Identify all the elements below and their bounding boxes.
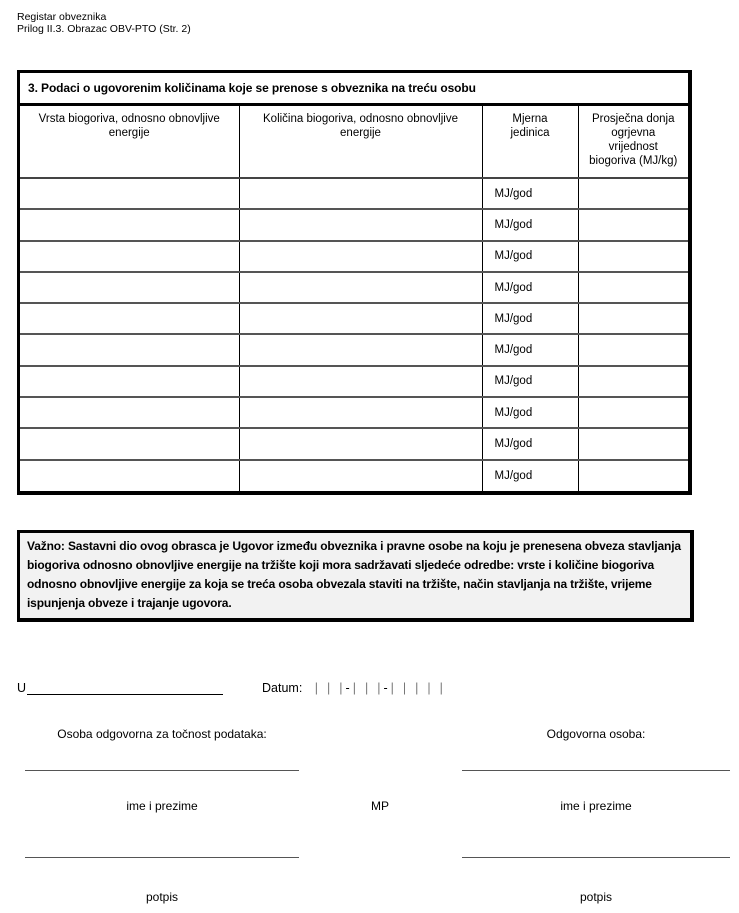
unit-cell: MJ/god bbox=[482, 397, 578, 428]
table-row bbox=[20, 209, 688, 240]
heating-value-cell[interactable] bbox=[578, 209, 688, 240]
table-row bbox=[20, 397, 688, 428]
quantity-cell[interactable] bbox=[239, 460, 482, 491]
place-field bbox=[17, 681, 223, 695]
quantity-cell[interactable] bbox=[239, 241, 482, 272]
right-signature-caption: potpis bbox=[579, 890, 613, 904]
right-signature-line[interactable] bbox=[462, 857, 730, 858]
column-header-unit: Mjerna jedinica bbox=[482, 106, 578, 178]
fuel-type-cell[interactable] bbox=[20, 428, 239, 459]
unit-cell: MJ/god bbox=[482, 178, 578, 209]
left-name-caption: ime i prezime bbox=[126, 799, 198, 813]
table-row bbox=[20, 460, 688, 491]
unit-cell: MJ/god bbox=[482, 272, 578, 303]
fuel-type-cell[interactable] bbox=[20, 303, 239, 334]
quantity-cell[interactable] bbox=[239, 303, 482, 334]
fuel-type-cell[interactable] bbox=[20, 241, 239, 272]
unit-cell: MJ/god bbox=[482, 460, 578, 491]
table-row bbox=[20, 241, 688, 272]
left-signature-caption: potpis bbox=[145, 890, 179, 904]
heating-value-cell[interactable] bbox=[578, 428, 688, 459]
fuel-type-cell[interactable] bbox=[20, 397, 239, 428]
date-label: Datum: bbox=[262, 681, 303, 695]
quantity-cell[interactable] bbox=[239, 428, 482, 459]
document-header bbox=[17, 11, 191, 35]
heating-value-cell[interactable] bbox=[578, 366, 688, 397]
fuel-type-cell[interactable] bbox=[20, 366, 239, 397]
unit-cell: MJ/god bbox=[482, 334, 578, 365]
contracted-quantities-table bbox=[17, 70, 692, 495]
important-notice: Važno: Sastavni dio ovog obrasca je Ugovor između obveznika i pravne osobe na koju je prenesena obveza stavljanja biogoriva odnosno obnovljive energije na tržište koji mora sadržavati sljedeće odredbe: vrste i količine biogoriva odnosno obnovljive energije za koja se treća osoba obvezala staviti na tržište, način stavljanja na tržište, vrijeme ispunjenja obveze i trajanje ugovora. bbox=[17, 530, 694, 622]
column-header-fuel-type: Vrsta biogoriva, odnosno obnovljive energije bbox=[20, 106, 239, 178]
place-input[interactable] bbox=[27, 681, 223, 695]
fuel-type-cell[interactable] bbox=[20, 178, 239, 209]
table-row bbox=[20, 366, 688, 397]
quantity-cell[interactable] bbox=[239, 334, 482, 365]
quantity-cell[interactable] bbox=[239, 178, 482, 209]
table-row bbox=[20, 428, 688, 459]
right-signatory-title: Odgovorna osoba: bbox=[546, 727, 646, 741]
section-title: 3. Podaci o ugovorenim količinama koje se prenose s obveznika na treću osobu bbox=[20, 73, 688, 106]
heating-value-cell[interactable] bbox=[578, 397, 688, 428]
quantity-cell[interactable] bbox=[239, 209, 482, 240]
heating-value-cell[interactable] bbox=[578, 303, 688, 334]
heating-value-cell[interactable] bbox=[578, 334, 688, 365]
unit-cell: MJ/god bbox=[482, 366, 578, 397]
table-row bbox=[20, 178, 688, 209]
column-header-row bbox=[20, 106, 688, 178]
column-header-quantity: Količina biogoriva, odnosno obnovljive energije bbox=[239, 106, 482, 178]
right-name-line[interactable] bbox=[462, 770, 730, 771]
heating-value-cell[interactable] bbox=[578, 272, 688, 303]
place-prefix: U bbox=[17, 681, 27, 695]
table-row bbox=[20, 303, 688, 334]
table-row bbox=[20, 334, 688, 365]
left-signatory-title: Osoba odgovorna za točnost podataka: bbox=[57, 727, 267, 741]
unit-cell: MJ/god bbox=[482, 209, 578, 240]
left-signature-line[interactable] bbox=[25, 857, 299, 858]
quantity-cell[interactable] bbox=[239, 397, 482, 428]
table-row bbox=[20, 272, 688, 303]
quantity-cell[interactable] bbox=[239, 272, 482, 303]
heating-value-cell[interactable] bbox=[578, 178, 688, 209]
fuel-type-cell[interactable] bbox=[20, 272, 239, 303]
stamp-label: MP bbox=[371, 799, 389, 813]
form-reference: Prilog II.3. Obrazac OBV-PTO (Str. 2) bbox=[17, 23, 191, 35]
unit-cell: MJ/god bbox=[482, 303, 578, 334]
fuel-type-cell[interactable] bbox=[20, 334, 239, 365]
right-name-caption: ime i prezime bbox=[560, 799, 632, 813]
date-field bbox=[262, 681, 443, 695]
column-header-heating-value: Prosječna donja ogrjevna vrijednost biogoriva (MJ/kg) bbox=[578, 106, 688, 178]
fuel-type-cell[interactable] bbox=[20, 209, 239, 240]
heating-value-cell[interactable] bbox=[578, 460, 688, 491]
left-name-line[interactable] bbox=[25, 770, 299, 771]
register-label: Registar obveznika bbox=[17, 11, 107, 23]
quantities-grid bbox=[20, 106, 688, 491]
unit-cell: MJ/god bbox=[482, 428, 578, 459]
fuel-type-cell[interactable] bbox=[20, 460, 239, 491]
date-input[interactable]: | | | - | | | - | | | | | bbox=[314, 681, 443, 695]
quantity-cell[interactable] bbox=[239, 366, 482, 397]
heating-value-cell[interactable] bbox=[578, 241, 688, 272]
unit-cell: MJ/god bbox=[482, 241, 578, 272]
